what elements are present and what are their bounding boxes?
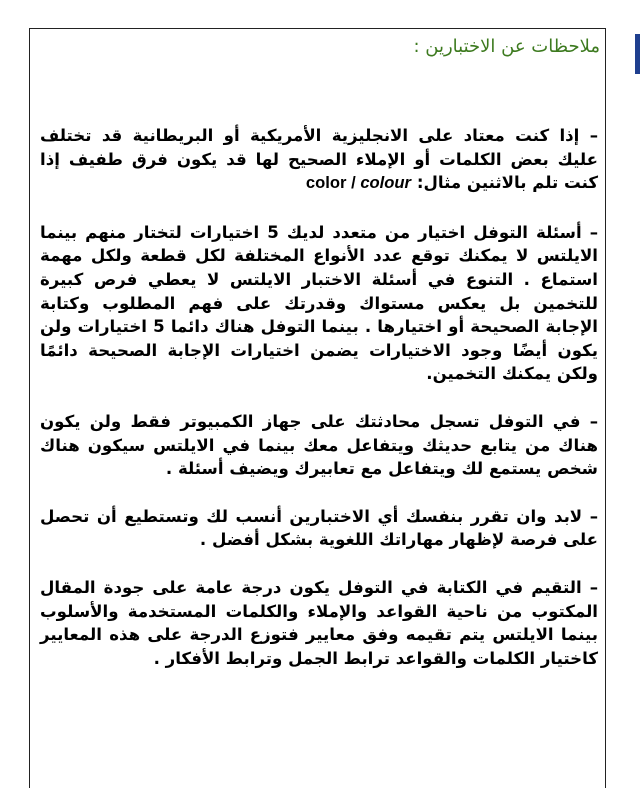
- note-paragraph-spelling: [40, 124, 598, 195]
- accent-bar: [635, 34, 640, 74]
- note-paragraph-writing: – التقيم في الكتابة في التوفل يكون درجة عامة على جودة المقال المكتوب من ناحية القواعد والإملاء والكلمات المستخدمة والأسلوب بينما الايلتس يتم تقيمه وفق معايير فتوزع الدرجة على هذه المعايير كاختيار الكلمات والقواعد ترابط الجمل وترابط الأفكار .: [40, 577, 598, 668]
- note-paragraph-multiple-choice: – أسئلة التوفل اختيار من متعدد لديك 5 اختيارات لتختار منهم بينما الايلتس لا يمكنك توقع عدد الأنواع المختلفة لكل قطعة ولكل مهمة استماع . التنوع في أسئلة الاختبار الايلتس لا يعطي فرص كبيرة للتخمين بل يعكس مستواك وقدرتك على فهم المطلوب وكتابة الإجابة الصحيحة أو اختيارها . بينما التوفل هناك دائما 5 اختيارات ولن يكون أيضًا وجود الاختيارات يضمن اختيارات الإجابة الصحيحة دائمًا ولكن يمكنك التخمين.: [40, 222, 599, 384]
- spelling-example: [306, 173, 411, 192]
- note-paragraph-speaking: – في التوفل تسجل محادثتك على جهاز الكمبيوتر فقط ولن يكون هناك من يتابع حديثك ويتفاعل معك بينما في الايلتس سيكون هناك شخص يستمع لك ويتفاعل مع تعابيرك ويضيف أسئلة .: [40, 411, 598, 479]
- note-paragraph-choose: – لابد وان تقرر بنفسك أي الاختبارين أنسب لك وتستطيع أن تحصل على فرصة لإظهار مهاراتك اللغوية بشكل أفضل .: [40, 506, 598, 550]
- example-word-british: colour: [360, 173, 412, 193]
- example-word-american: color: [305, 173, 347, 193]
- notes-heading: ملاحظات عن الاختبارين :: [413, 36, 600, 57]
- notes-content: [40, 124, 598, 694]
- example-separator: /: [346, 173, 361, 193]
- note-paragraph-spelling-text: – إذا كنت معتاد على الانجليزية الأمريكية أو البريطانية قد تختلف عليك بعض الكلمات أو الإملاء الصحيح لها قد يكون فرق طفيف إذا كنت تلم بالاثنين مثال:: [40, 126, 598, 193]
